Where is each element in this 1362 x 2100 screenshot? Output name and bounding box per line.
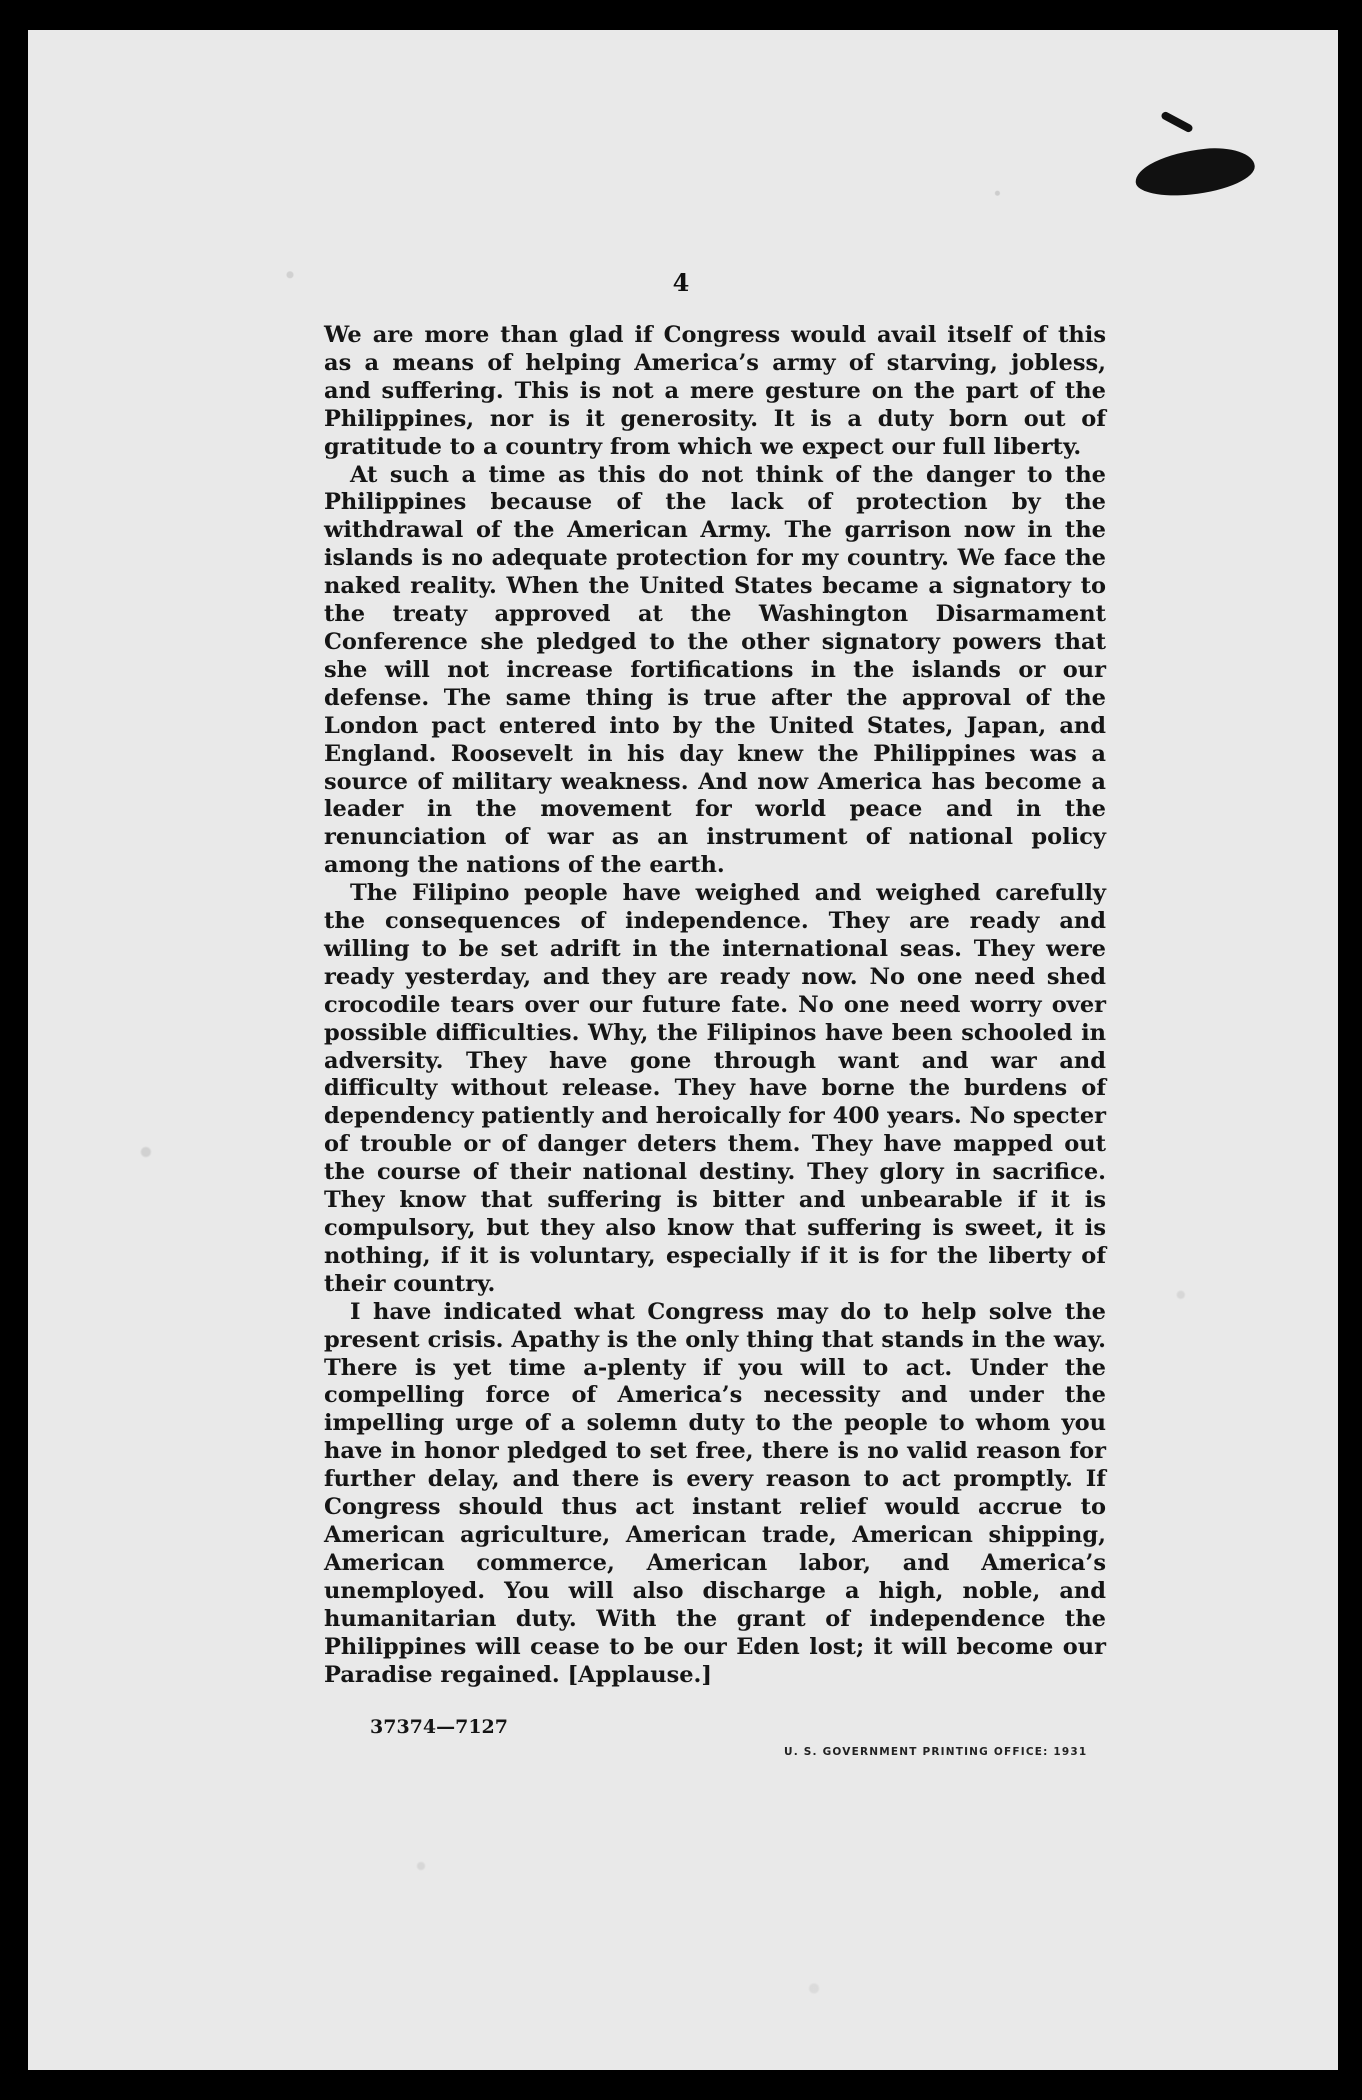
printer-imprint: U. S. GOVERNMENT PRINTING OFFICE: 1931 xyxy=(784,1746,1088,1758)
paragraph-3: The Filipino people have weighed and weighed carefully the consequences of independence. They are ready and willing to be set adrift in the international seas. They were ready yesterday, and they are ready now. No one need shed crocodile tears over our future fate. No one need worry over possible difficulties. Why, the Filipinos have been schooled in adversity. They have gone through want and war and difficulty without release. They have borne the burdens of dependency patiently and heroically for 400 years. No specter of trouble or of danger deters them. They have mapped out the course of their national destiny. They glory in sacrifice. They know that suffering is bitter and unbearable if it is compulsory, but they also know that suffering is sweet, it is nothing, if it is voluntary, especially if it is for the liberty of their country. xyxy=(324,880,1106,1297)
paragraph-4: I have indicated what Congress may do to help solve the present crisis. Apathy is the only thing that stands in the way. There is yet time a-plenty if you will to act. Under the compelling force of America’s necessity and under the impelling urge of a solemn duty to the people to whom you have in honor pledged to set free, there is no valid reason for further delay, and there is every reason to act promptly. If Congress should thus act instant relief would accrue to American agriculture, American trade, American shipping, American commerce, American labor, and America’s unemployed. You will also discharge a high, noble, and humanitarian duty. With the grant of independence the Philippines will cease to be our Eden lost; it will become our Paradise regained. [Applause.] xyxy=(324,1298,1106,1688)
footer-code: 37374—7127 xyxy=(370,1716,508,1738)
page-number: 4 xyxy=(672,268,690,297)
paragraph-1: We are more than glad if Congress would avail itself of this as a means of helping America’s army of starving, jobless, and suffering. This is not a mere gesture on the part of the Philippines, nor is it generosity. It is a duty born out of gratitude to a country from which we expect our full liberty. xyxy=(324,322,1106,460)
body-text xyxy=(324,322,1106,1689)
paragraph-2: At such a time as this do not think of the danger to the Philippines because of the lack of protection by the withdrawal of the American Army. The garrison now in the islands is no adequate protection for my country. We face the naked reality. When the United States became a signatory to the treaty approved at the Washington Disarmament Conference she pledged to the other signatory powers that she will not increase fortifications in the islands or our defense. The same thing is true after the approval of the London pact entered into by the United States, Japan, and England. Roosevelt in his day knew the Philippines was a source of military weakness. And now America has become a leader in the movement for world peace and in the renunciation of war as an instrument of national policy among the nations of the earth. xyxy=(324,461,1106,879)
